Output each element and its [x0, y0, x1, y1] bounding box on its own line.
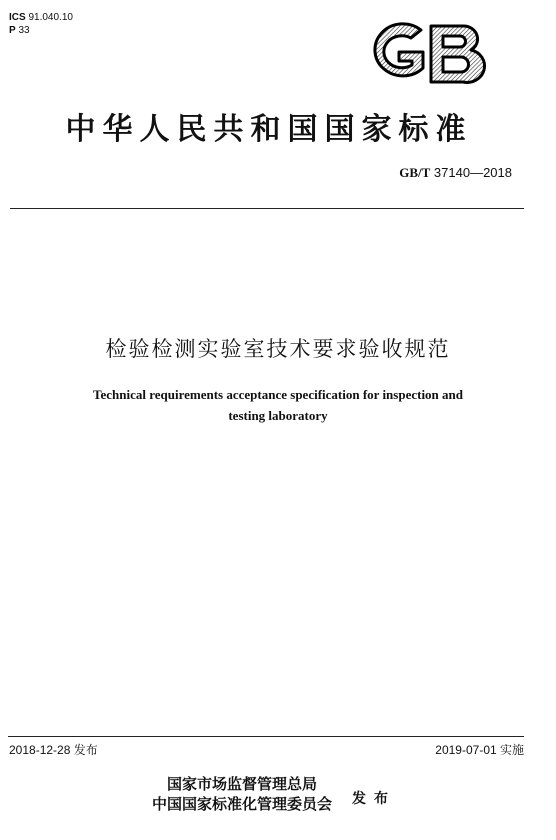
class-code: 33 — [18, 25, 30, 36]
issuer-line2: 中国国家标准化管理委员会 — [151, 795, 332, 813]
national-standard-title: 中华人民共和国国家标准 — [65, 112, 473, 147]
standard-number — [399, 165, 512, 181]
standard-prefix: GB/T — [399, 165, 431, 180]
ics-label: ICS — [9, 12, 26, 23]
issue-date: 2018-12-28 发布 — [9, 743, 98, 757]
effective-date: 2019-07-01 实施 — [435, 743, 524, 757]
title-en-line1: Technical requirements acceptance specification for inspection and — [93, 387, 463, 402]
footer-divider — [8, 736, 524, 737]
classification-codes — [9, 11, 73, 37]
issue-action: 发布 — [352, 791, 396, 807]
class-line — [9, 24, 73, 37]
document-title-cn: 检验检测实验室技术要求验收规范 — [105, 337, 451, 361]
issuing-authorities — [137, 774, 347, 814]
ics-code: 91.040.10 — [28, 12, 73, 23]
class-label: P — [9, 25, 16, 36]
header-divider — [10, 208, 524, 209]
ics-line — [9, 11, 73, 24]
title-en-line2: testing laboratory — [228, 408, 328, 423]
document-title-en — [40, 384, 516, 426]
standard-code: 37140—2018 — [433, 165, 512, 180]
issuer-line1: 国家市场监督管理总局 — [166, 775, 317, 793]
gb-logo-icon — [363, 20, 488, 88]
